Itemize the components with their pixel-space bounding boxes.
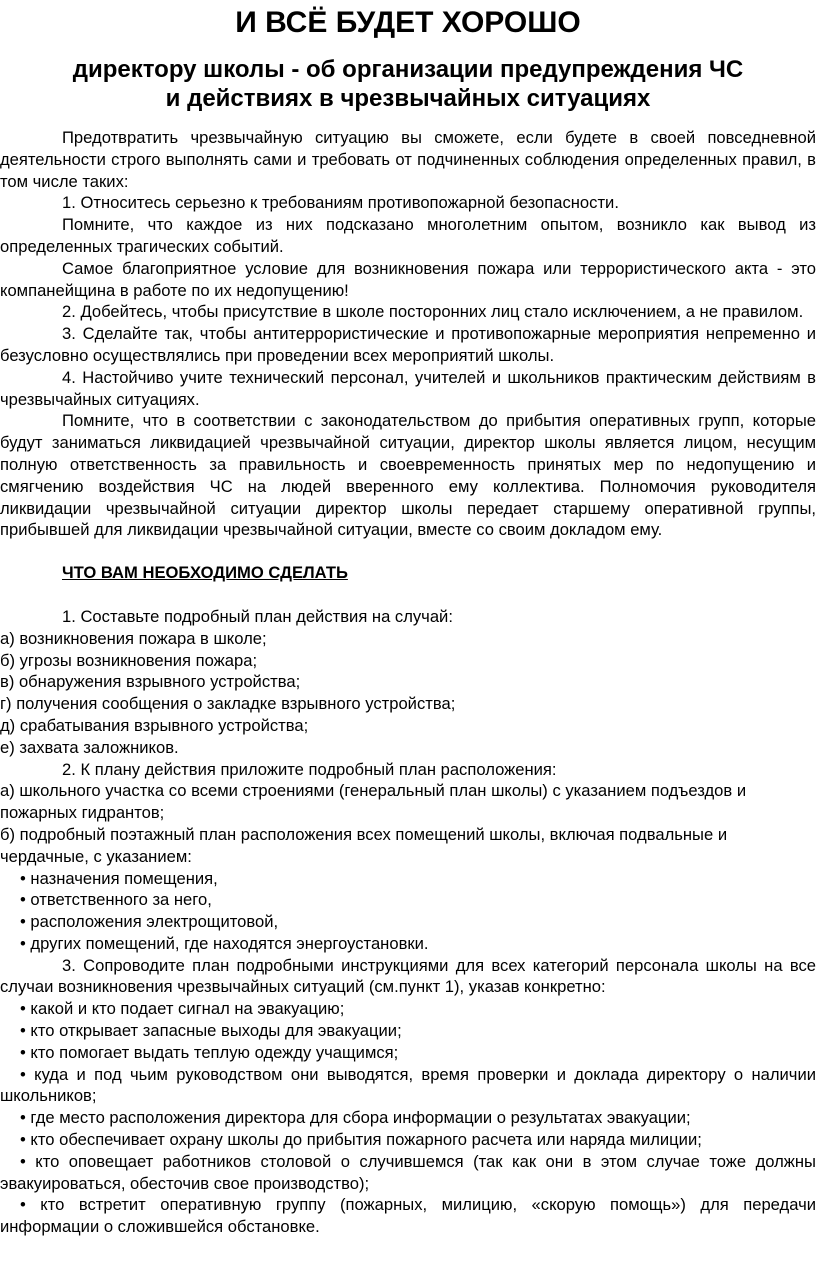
bullet-item: • ответственного за него, [20,890,212,910]
rule-3: 3. Сделайте так, чтобы антитеррористические и противопожарные мероприятия непременно и безусловно осуществлялись при проведении всех мероприятий школы. [0,324,816,365]
intro-paragraph: Предотвратить чрезвычайную ситуацию вы сможете, если будете в своей повседневной деятельности строго выполнять сами и требовать от подчиненных соблюдения определенных правил, в том числе таких: [0,128,816,191]
subtitle-line-2: и действиях в чрезвычайных ситуациях [165,85,651,112]
bullet-item: • кто обеспечивает охрану школы до прибытия пожарного расчета или наряда милиции; [20,1130,702,1150]
document-title: И ВСЁ БУДЕТ ХОРОШО [235,6,581,39]
bullet-item: • где место расположения директора для сбора информации о результатах эвакуации; [20,1108,691,1128]
bullet-item: • других помещений, где находятся энергоустановки. [20,933,429,953]
list-item: а) школьного участка со всеми строениями (генеральный план школы) с указанием подъездов и пожарных гидрантов; [0,781,747,823]
step-3: 3. Сопроводите план подробными инструкциями для всех категорий персонала школы на все случаи возникновения чрезвычайных ситуаций (см.пункт 1), указав конкретно: [0,955,816,997]
intro-paragraph: Помните, что в соответствии с законодательством до прибытия оперативных групп, которые будут заниматься ликвидацией чрезвычайной ситуации, директор школы является лицом, несущим полную ответственность за правильность и своевременность принятых мер по недопущению и смягчению воздействия ЧС на людей вверенного ему коллектива. Полномочия руководителя ликвидации чрезвычайной ситуации директор школы передает старшему оперативной группы, прибывшей для ликвидации чрезвычайной ситуации, вместе со своим докладом ему. [0,411,816,540]
bullet-item: • куда и под чьим руководством они выводятся, время проверки и доклада директору о наличии школьников; [0,1064,816,1106]
step-2: 2. К плану действия приложите подробный план расположения: [62,759,557,779]
list-item: д) срабатывания взрывного устройства; [0,715,309,735]
bullet-item: • кто помогает выдать теплую одежду учащимся; [20,1042,399,1062]
bullet-item: • кто открывает запасные выходы для эвакуации; [20,1021,402,1041]
rule-4: 4. Настойчиво учите технический персонал, учителей и школьников практическим действиям в чрезвычайных ситуациях. [0,367,816,409]
list-item: е) захвата заложников. [0,737,179,757]
intro-paragraph: Помните, что каждое из них подсказано многолетним опытом, возникло как вывод из определенных трагических событий. [0,215,816,256]
step-1: 1. Составьте подробный план действия на случай: [62,606,453,626]
list-item: б) подробный поэтажный план расположения всех помещений школы, включая подвальные и чердачные, с указанием: [0,824,728,866]
rule-2: 2. Добейтесь, чтобы присутствие в школе посторонних лиц стало исключением, а не правилом. [62,302,804,322]
list-item: а) возникновения пожара в школе; [0,628,267,648]
subtitle-line-1: директору школы - об организации предупреждения ЧС [72,56,744,83]
intro-paragraph: Самое благоприятное условие для возникновения пожара или террористического акта - это компанейщина в работе по их недопущению! [0,258,816,300]
document-subtitle [0,55,816,113]
section-heading: ЧТО ВАМ НЕОБХОДИМО СДЕЛАТЬ [62,563,348,583]
list-item: в) обнаружения взрывного устройства; [0,672,301,692]
bullet-item: • расположения электрощитовой, [20,912,279,932]
document-body [0,127,816,1238]
bullet-item: • кто оповещает работников столовой о случившемся (так как они в этом случае тоже должны эвакуироваться, обесточив свое производство); [0,1151,816,1193]
bullet-item: • назначения помещения, [20,868,218,888]
bullet-item: • кто встретит оперативную группу (пожарных, милицию, «скорую помощь») для передачи информации о сложившейся обстановке. [0,1195,816,1237]
bullet-item: • какой и кто подает сигнал на эвакуацию; [20,999,345,1019]
list-item: г) получения сообщения о закладке взрывного устройства; [0,694,456,714]
list-item: б) угрозы возникновения пожара; [0,650,258,670]
rule-1: 1. Относитесь серьезно к требованиям противопожарной безопасности. [62,193,619,213]
